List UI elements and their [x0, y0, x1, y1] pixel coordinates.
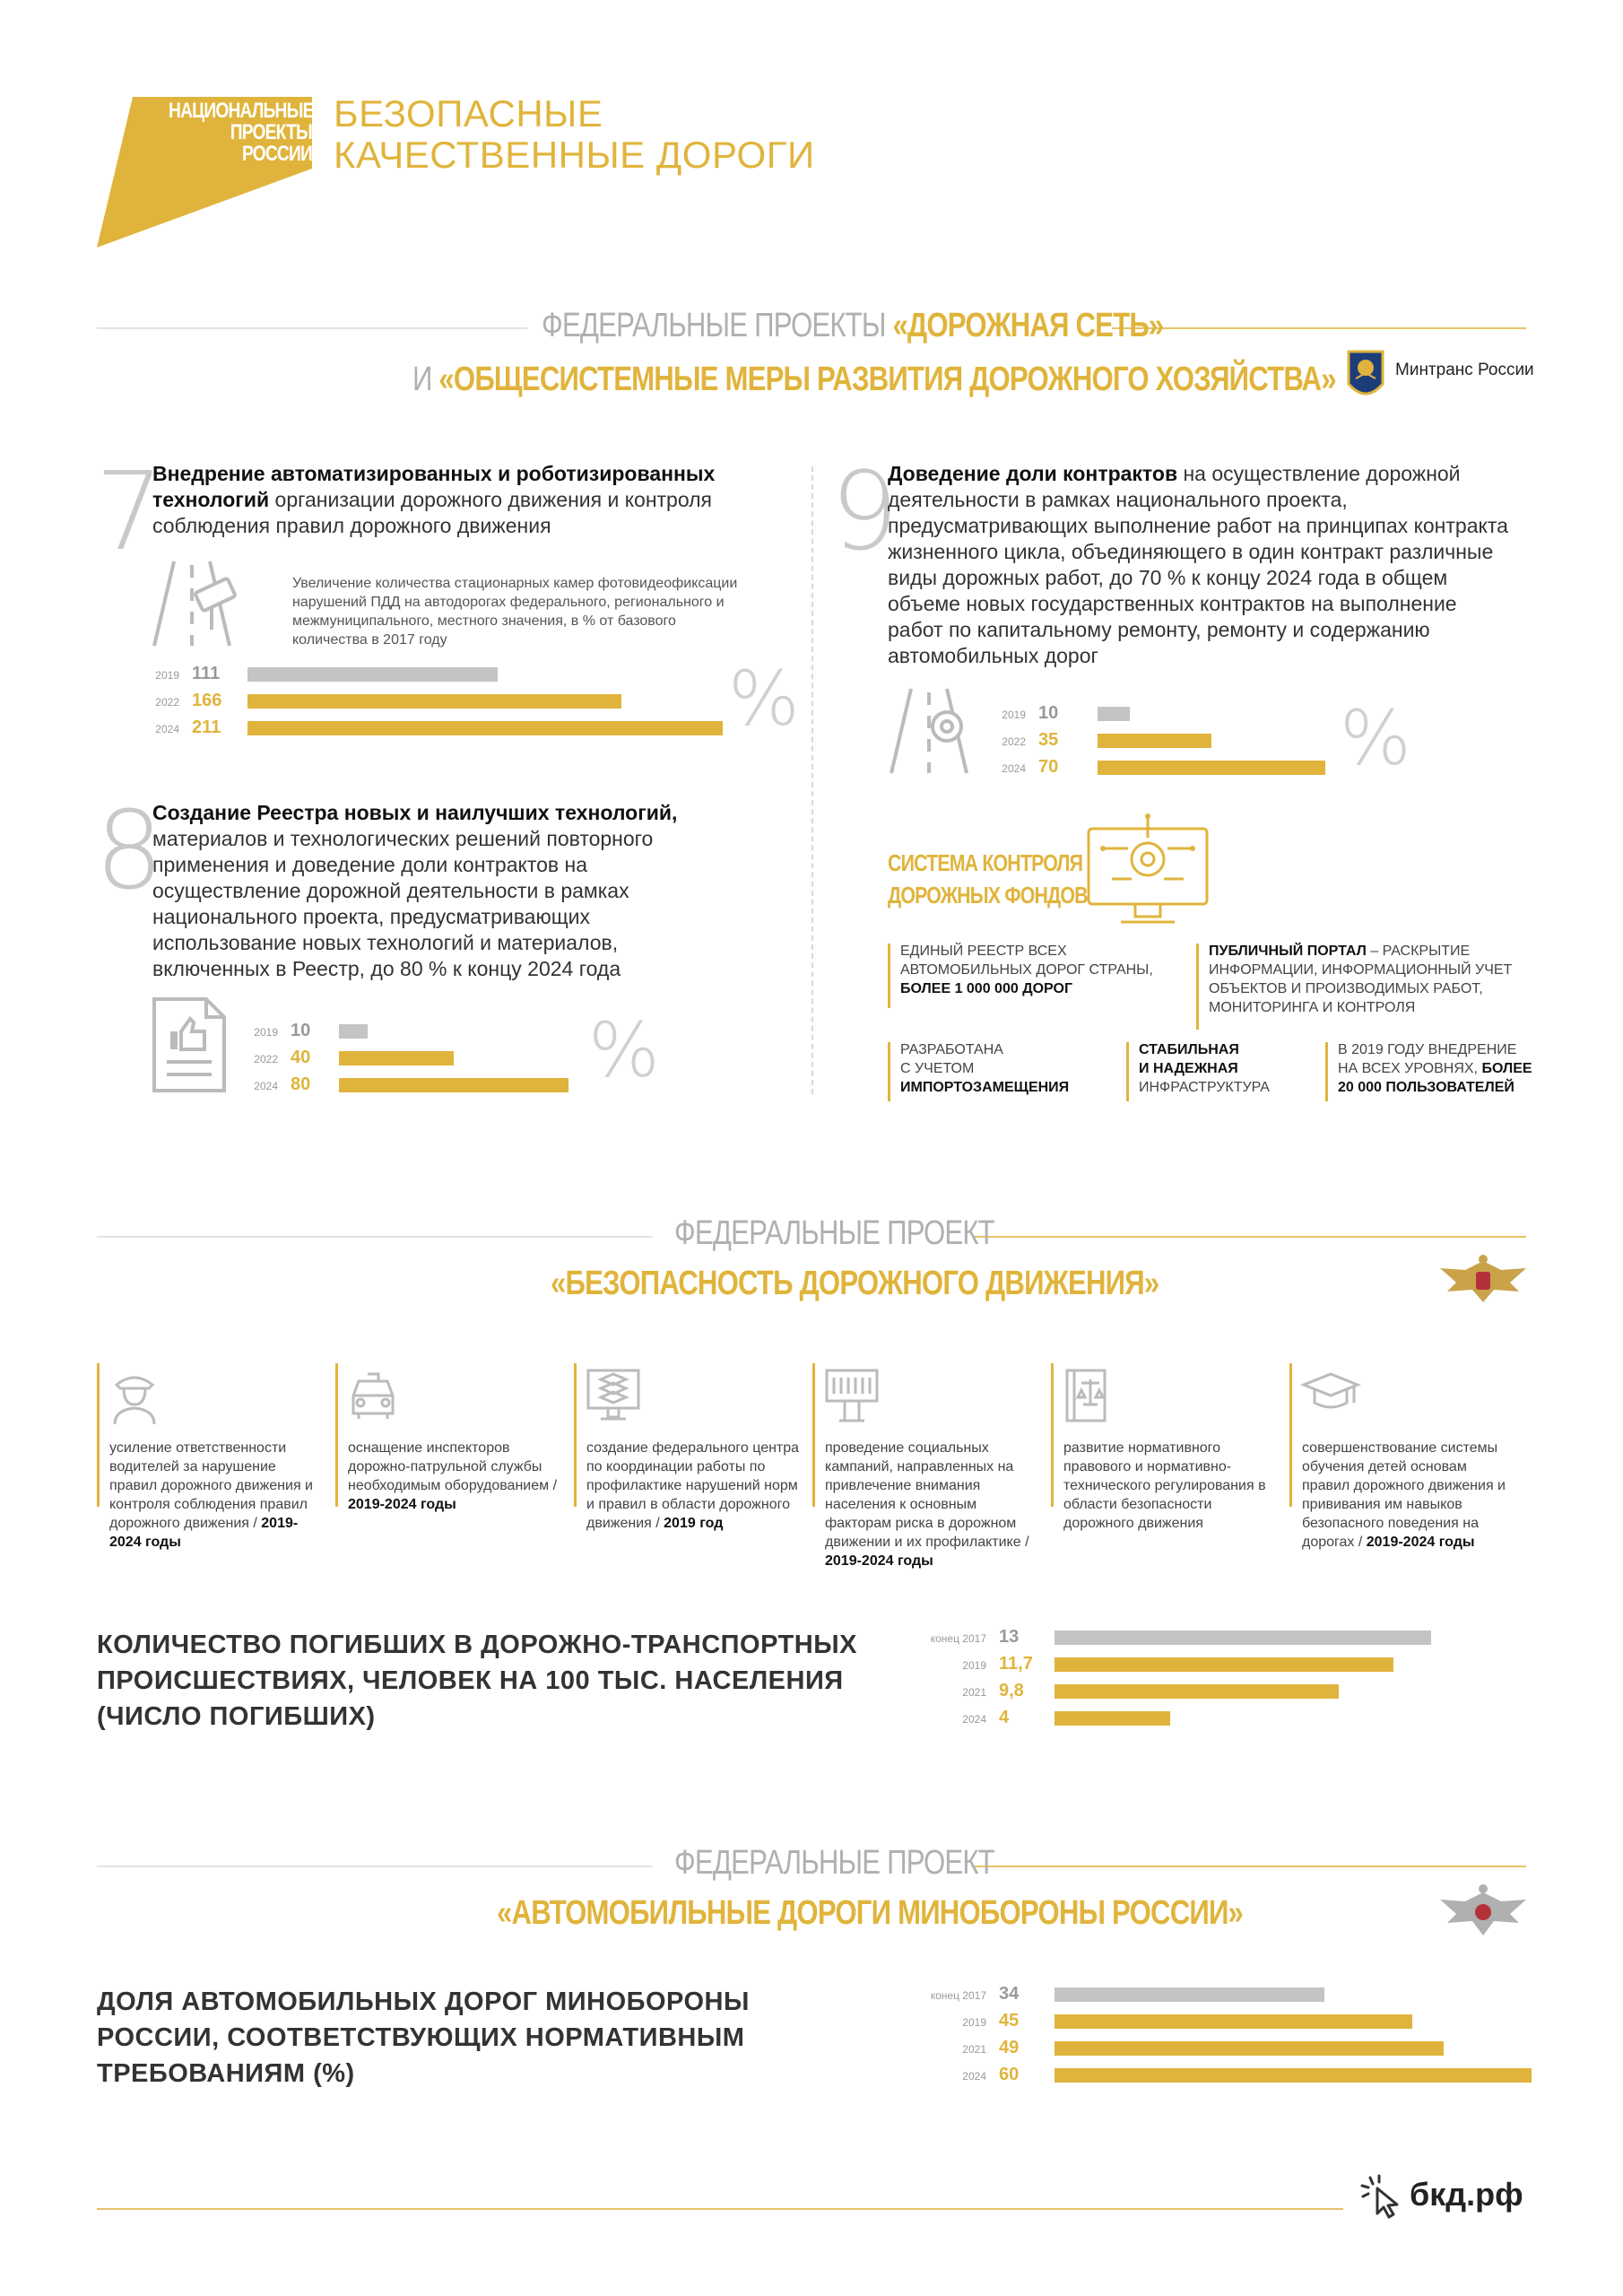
bar-year-label: 2019 [1002, 709, 1026, 721]
bar-year-label: 2022 [1002, 735, 1026, 748]
bar [339, 1051, 454, 1065]
bar-year-label: конец 2017 [930, 1632, 986, 1645]
control-system-title: СИСТЕМА КОНТРОЛЯ ДОРОЖНЫХ ФОНДОВ [888, 849, 1088, 909]
bar [1098, 761, 1325, 775]
bar-year-label: 2024 [962, 1713, 986, 1726]
bar-year-label: 2022 [155, 696, 179, 709]
divider [974, 1866, 1526, 1867]
bar-year-label: 2024 [254, 1080, 278, 1092]
item9-number: 9 [830, 450, 899, 575]
bar-value-label: 35 [1038, 730, 1059, 750]
bar-year-label: 2021 [962, 1686, 986, 1699]
monitor-gear-icon [1085, 813, 1211, 929]
footer-site-link[interactable]: бкд.рф [1410, 2176, 1523, 2213]
item7-caption: Увеличение количества стационарных камер фотовидеофиксации нарушений ПДД на автодорогах федерального, регионального и межмуниципального, местного значения, в % от базового количества в 2017 году [292, 576, 738, 648]
feature-text [1302, 1439, 1515, 1552]
bar-year-label: 2019 [962, 1659, 986, 1672]
bar-value-label: 80 [291, 1074, 311, 1094]
feature-accent-bar [1051, 1363, 1054, 1507]
feature-period: 2019-2024 годы [348, 1497, 456, 1512]
item7-number: 7 [95, 450, 164, 575]
item8-text: Создание Реестра новых и наилучших технологий, материалов и технологических решений повторного применения и доведение доли контрактов на осуществление дорожной деятельности в рамках национального проекта, предусматривающих использование новых технологий и материалов, включенных в Реестр, до 80 % к концу 2024 года [152, 801, 678, 980]
bar-year-label: 2024 [1002, 762, 1026, 775]
divider [97, 327, 527, 329]
item9-bar-chart [950, 705, 1381, 795]
bar [1055, 2014, 1412, 2029]
ministry-emblem-icon [1345, 348, 1386, 404]
bar [1055, 2041, 1444, 2056]
bar [339, 1024, 368, 1039]
feature-accent-bar [335, 1363, 338, 1507]
feature-description: развитие нормативного правового и нормативно-технического регулирования в области безопасности дорожного движения [1063, 1440, 1266, 1531]
bar [1055, 1657, 1393, 1672]
control-feature-registry: ЕДИНЫЙ РЕЕСТР ВСЕХ АВТОМОБИЛЬНЫХ ДОРОГ СТРАНЫ, БОЛЕЕ 1 000 000 ДОРОГ [900, 944, 1153, 996]
feature-period: 2019 год [664, 1516, 724, 1531]
bar-value-label: 4 [999, 1708, 1010, 1727]
feature-description: проведение социальных кампаний, направленных на привлечение внимания населения к основным факторам риска в дорожном движении и их профилактике / [825, 1440, 1029, 1550]
police-eagle-emblem-icon [1438, 1252, 1528, 1306]
item7-text: Внедрение автоматизированных и роботизированных технологий организации дорожного движения и контроля соблюдения правил дорожного движения [152, 462, 716, 537]
mod-roads-bar-chart [897, 1986, 1533, 2102]
logo-text: НАЦИОНАЛЬНЫЕ ПРОЕКТЫ РОССИИ [169, 99, 314, 166]
bar-value-label: 40 [291, 1048, 311, 1067]
bar [247, 667, 498, 682]
control-feature-portal: ПУБЛИЧНЫЙ ПОРТАЛ – РАСКРЫТИЕ ИНФОРМАЦИИ, ИНФОРМАЦИОННЫЙ УЧЕТ ОБЪЕКТОВ И ПРОИЗВОДИМЫХ РАБОТ, МОНИТОРИНГА И КОНТРОЛЯ [1209, 944, 1513, 1015]
bar-value-label: 211 [192, 718, 221, 737]
page-title: БЕЗОПАСНЫЕ КАЧЕСТВЕННЫЕ ДОРОГИ [334, 92, 815, 176]
bar [1055, 2068, 1532, 2083]
bar-value-label: 9,8 [999, 1681, 1024, 1700]
bar [1055, 1711, 1170, 1726]
feature-period: 2019-2024 годы [109, 1516, 299, 1550]
control-feature-import: РАЗРАБОТАНА С УЧЕТОМ ИМПОРТОЗАМЕЩЕНИЯ [900, 1042, 1070, 1095]
item8-number: 8 [95, 789, 164, 914]
bar-year-label: конец 2017 [930, 1989, 986, 2002]
bar [1055, 1684, 1339, 1699]
control-feature-infrastructure: СТАБИЛЬНАЯ И НАДЕЖНАЯ ИНФРАСТРУКТУРА [1139, 1042, 1270, 1095]
section2-heading-line1: ФЕДЕРАЛЬНЫЕ ПРОЕКТ [674, 1214, 994, 1252]
feature-text [825, 1439, 1038, 1570]
feature-text [1063, 1439, 1277, 1533]
bar [247, 694, 621, 709]
bar-value-label: 166 [192, 691, 222, 710]
bar [1055, 1987, 1324, 2002]
bar-year-label: 2021 [962, 2043, 986, 2056]
bar-value-label: 45 [999, 2011, 1020, 2031]
feature-period: 2019-2024 годы [1366, 1535, 1475, 1550]
mod-roads-chart-title: ДОЛЯ АВТОМОБИЛЬНЫХ ДОРОГ МИНОБОРОНЫ РОССИИ, СООТВЕТСТВУЮЩИХ НОРМАТИВНЫМ ТРЕБОВАНИЯМ (%) [97, 1987, 750, 2088]
bar-year-label: 2024 [962, 2070, 986, 2083]
bar-value-label: 13 [999, 1627, 1020, 1647]
feature-icon [1062, 1365, 1123, 1426]
bar-year-label: 2019 [962, 2016, 986, 2029]
bar-year-label: 2019 [155, 669, 179, 682]
bar-value-label: 60 [999, 2065, 1020, 2084]
section3-heading-line1: ФЕДЕРАЛЬНЫЕ ПРОЕКТ [674, 1844, 994, 1882]
feature-text [109, 1439, 323, 1552]
bar-value-label: 70 [1038, 757, 1059, 777]
bar-year-label: 2022 [254, 1053, 278, 1065]
deaths-bar-chart [897, 1629, 1533, 1745]
bar [1098, 707, 1130, 721]
section1-heading-line2: И «ОБЩЕСИСТЕМНЫЕ МЕРЫ РАЗВИТИЯ ДОРОЖНОГО ХОЗЯЙСТВА» [412, 361, 1336, 398]
feature-description: совершенствование системы обучения детей основам правил дорожного движения и прививания им навыков безопасного поведения на дорогах / [1302, 1440, 1506, 1550]
section3-heading-line2: «АВТОМОБИЛЬНЫЕ ДОРОГИ МИНОБОРОНЫ РОССИИ» [497, 1894, 1244, 1932]
feature-icon [108, 1365, 169, 1426]
control-feature-users: В 2019 ГОДУ ВНЕДРЕНИЕ НА ВСЕХ УРОВНЯХ, БОЛЕЕ 20 000 ПОЛЬЗОВАТЕЛЕЙ [1338, 1042, 1532, 1095]
item9-pct: % [1340, 694, 1411, 782]
divider [97, 1236, 653, 1238]
feature-accent-bar [574, 1363, 577, 1507]
feature-description: оснащение инспекторов дорожно-патрульной службы необходимым оборудованием / [348, 1440, 558, 1493]
item8-pct: % [588, 1006, 660, 1094]
bar-value-label: 10 [291, 1021, 311, 1040]
item9-text: Доведение доли контрактов на осуществление дорожной деятельности в рамках национального проекта, предусматривающих выполнение работ на принципах контракта жизненного цикла, объединяющего в один контракт различные виды дорожных работ, до 70 % к концу 2024 года в общем объеме новых государственных контрактов на выполнение работ по капитальному ремонту, ремонту и содержанию автомобильных дорог [888, 462, 1508, 667]
feature-icon [346, 1365, 407, 1426]
item7-pct: % [728, 655, 800, 743]
feature-accent-bar [1289, 1363, 1292, 1507]
bar-year-label: 2024 [155, 723, 179, 735]
bar-value-label: 11,7 [999, 1654, 1033, 1674]
divider [1112, 327, 1526, 329]
feature-icon [1300, 1365, 1361, 1426]
column-divider [812, 466, 813, 1094]
deaths-chart-title: КОЛИЧЕСТВО ПОГИБШИХ В ДОРОЖНО-ТРАНСПОРТНЫХ ПРОИСШЕСТВИЯХ, ЧЕЛОВЕК НА 100 ТЫС. НАСЕЛЕНИЯ (ЧИСЛО ПОГИБШИХ) [97, 1631, 857, 1731]
divider [974, 1236, 1526, 1238]
bar-value-label: 10 [1038, 703, 1059, 723]
cursor-icon [1359, 2174, 1404, 2219]
section1-heading-line1: ФЕДЕРАЛЬНЫЕ ПРОЕКТЫ «ДОРОЖНАЯ СЕТЬ» [542, 307, 1164, 344]
feature-icon [585, 1365, 646, 1426]
feature-period: 2019-2024 годы [825, 1553, 933, 1569]
ministry-name: Минтранс России [1395, 361, 1534, 379]
bar-value-label: 49 [999, 2038, 1020, 2057]
bar-value-label: 111 [192, 664, 221, 683]
road-camera-icon [147, 558, 237, 648]
feature-accent-bar [812, 1363, 815, 1507]
bar-value-label: 34 [999, 1984, 1020, 2004]
bar [1055, 1631, 1431, 1645]
feature-description: создание федерального центра по координации работы по профилактике нарушений норм и правил в области дорожного движения / [586, 1440, 800, 1531]
item8-bar-chart [206, 1022, 744, 1112]
feature-accent-bar [97, 1363, 100, 1507]
feature-icon [823, 1365, 884, 1426]
feature-description: усиление ответственности водителей за нарушение правил дорожного движения и контроля соблюдения правил дорожного движения / [109, 1440, 313, 1531]
feature-text [586, 1439, 800, 1533]
section2-heading-line2: «БЕЗОПАСНОСТЬ ДОРОЖНОГО ДВИЖЕНИЯ» [551, 1265, 1159, 1302]
bar [247, 721, 723, 735]
divider [97, 1866, 653, 1867]
defense-eagle-emblem-icon [1438, 1882, 1528, 1939]
bar [1098, 734, 1211, 748]
bar-year-label: 2019 [254, 1026, 278, 1039]
item7-bar-chart [117, 665, 744, 755]
footer-divider [97, 2208, 1343, 2210]
feature-text [348, 1439, 561, 1514]
bar [339, 1078, 568, 1092]
